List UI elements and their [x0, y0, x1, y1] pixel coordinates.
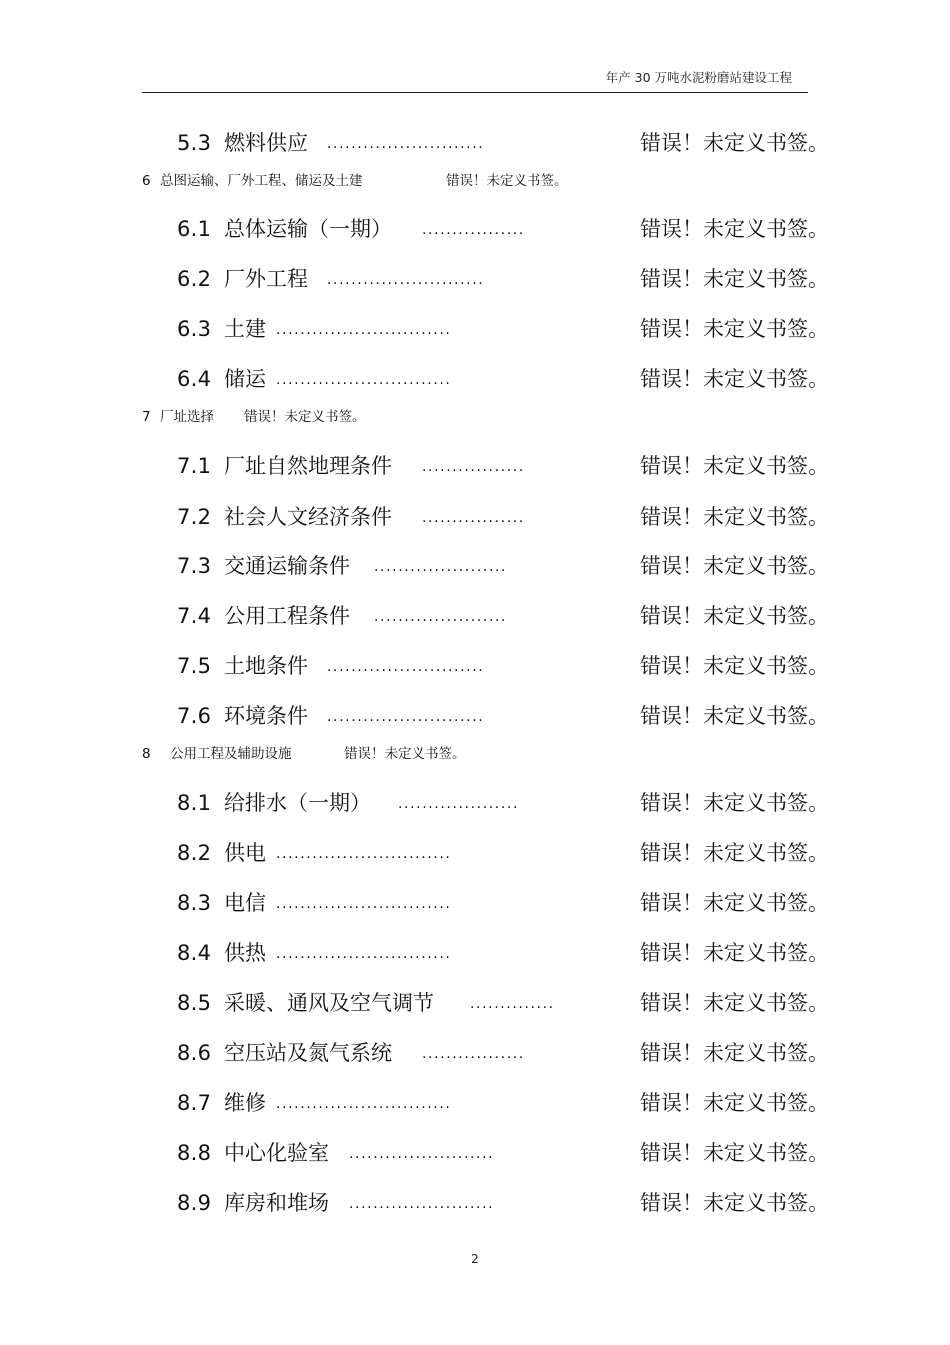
toc-entry-number: 8.3 [177, 891, 212, 915]
toc-entry-number: 8 [142, 746, 151, 762]
toc-entry-number: 6.4 [177, 367, 212, 391]
toc-entry-page-ref: 错误！未定义书签。 [640, 654, 829, 678]
toc-entry-number: 8.8 [177, 1141, 212, 1165]
toc-entry-6-2[interactable] [0, 264, 950, 294]
toc-entry-8-8[interactable] [0, 1138, 950, 1168]
toc-entry-number: 8.7 [177, 1091, 212, 1115]
toc-dot-leader: ............................. [276, 322, 452, 338]
toc-entry-number: 8.4 [177, 941, 212, 965]
toc-entry-title: 厂外工程 [224, 267, 308, 291]
toc-entry-8-5[interactable] [0, 988, 950, 1018]
toc-entry-number: 7 [142, 409, 151, 425]
toc-entry-8-6[interactable] [0, 1038, 950, 1068]
toc-entry-title: 给排水（一期） [224, 791, 371, 815]
toc-dot-leader: ................. [422, 459, 525, 475]
toc-entry-page-ref: 错误！未定义书签。 [640, 991, 829, 1015]
toc-entry-page-ref: 错误！未定义书签。 [640, 841, 829, 865]
toc-dot-leader: ............................. [276, 896, 452, 912]
toc-entry-page-ref: 错误！未定义书签。 [640, 454, 829, 478]
toc-entry-number: 8.2 [177, 841, 212, 865]
toc-dot-leader: .............. [470, 996, 555, 1012]
toc-entry-title: 总体运输（一期） [224, 217, 392, 241]
toc-dot-leader: .......................... [327, 709, 485, 725]
toc-entry-number: 8.9 [177, 1191, 212, 1215]
toc-entry-page-ref: 错误！未定义书签。 [640, 505, 829, 529]
page-header-title: 年产 30 万吨水泥粉磨站建设工程 [605, 70, 792, 85]
toc-dot-leader: ............................. [276, 946, 452, 962]
toc-entry-number: 7.5 [177, 654, 212, 678]
toc-entry-page-ref: 错误！未定义书签。 [640, 367, 829, 391]
toc-entry-page-ref: 错误！未定义书签。 [640, 1041, 829, 1065]
toc-dot-leader: ........................ [349, 1196, 495, 1212]
toc-entry-page-ref: 错误！未定义书签。 [640, 217, 829, 241]
toc-entry-7-4[interactable] [0, 601, 950, 631]
toc-entry-8-1[interactable] [0, 788, 950, 818]
toc-entry-title: 空压站及氮气系统 [224, 1041, 392, 1065]
toc-entry-number: 5.3 [177, 131, 212, 155]
toc-entry-title: 土地条件 [224, 654, 308, 678]
toc-entry-page-ref: 错误！未定义书签。 [640, 791, 829, 815]
toc-entry-number: 6 [142, 173, 151, 189]
toc-entry-page-ref: 错误！未定义书签。 [640, 317, 829, 341]
toc-dot-leader: .......................... [327, 136, 485, 152]
toc-dot-leader: ............................. [276, 372, 452, 388]
toc-entry-title: 公用工程条件 [224, 604, 350, 628]
toc-entry-7-1[interactable] [0, 451, 950, 481]
toc-entry-8-4[interactable] [0, 938, 950, 968]
toc-entry-title: 库房和堆场 [224, 1191, 329, 1215]
toc-entry-number: 7.2 [177, 505, 212, 529]
toc-entry-number: 8.5 [177, 991, 212, 1015]
toc-entry-7-2[interactable] [0, 502, 950, 532]
toc-dot-leader: ............................. [276, 846, 452, 862]
toc-entry-number: 6.2 [177, 267, 212, 291]
toc-entry-title: 环境条件 [224, 704, 308, 728]
toc-entry-6-4[interactable] [0, 364, 950, 394]
toc-entry-number: 6.1 [177, 217, 212, 241]
toc-entry-8-9[interactable] [0, 1188, 950, 1218]
toc-entry-number: 6.3 [177, 317, 212, 341]
toc-entry-number: 8.6 [177, 1041, 212, 1065]
toc-entry-7[interactable] [0, 408, 950, 426]
toc-entry-page-ref: 错误！未定义书签。 [640, 604, 829, 628]
toc-dot-leader: ...................... [374, 609, 508, 625]
toc-entry-6-3[interactable] [0, 314, 950, 344]
toc-entry-title: 厂址自然地理条件 [224, 454, 392, 478]
toc-dot-leader: .......................... [327, 659, 485, 675]
toc-entry-title: 储运 [224, 367, 266, 391]
toc-entry-title: 厂址选择 [160, 409, 214, 425]
toc-entry-page-ref: 错误！未定义书签。 [244, 409, 366, 425]
toc-entry-page-ref: 错误！未定义书签。 [640, 1141, 829, 1165]
toc-entry-7-3[interactable] [0, 551, 950, 581]
toc-entry-number: 7.4 [177, 604, 212, 628]
toc-entry-page-ref: 错误！未定义书签。 [640, 1091, 829, 1115]
toc-entry-page-ref: 错误！未定义书签。 [640, 131, 829, 155]
toc-entry-page-ref: 错误！未定义书签。 [344, 746, 466, 762]
toc-entry-title: 总图运输、厂外工程、储运及土建 [160, 173, 363, 189]
toc-entry-8-3[interactable] [0, 888, 950, 918]
toc-dot-leader: ................. [422, 222, 525, 238]
toc-entry-8-2[interactable] [0, 838, 950, 868]
toc-entry-page-ref: 错误！未定义书签。 [640, 1191, 829, 1215]
toc-dot-leader: ........................ [349, 1146, 495, 1162]
toc-entry-title: 中心化验室 [224, 1141, 329, 1165]
toc-entry-6[interactable] [0, 172, 950, 190]
toc-entry-page-ref: 错误！未定义书签。 [640, 891, 829, 915]
toc-entry-number: 7.1 [177, 454, 212, 478]
toc-entry-title: 社会人文经济条件 [224, 505, 392, 529]
toc-entry-number: 8.1 [177, 791, 212, 815]
toc-entry-page-ref: 错误！未定义书签。 [640, 941, 829, 965]
toc-entry-6-1[interactable] [0, 214, 950, 244]
toc-dot-leader: ................. [422, 1046, 525, 1062]
toc-entry-title: 电信 [224, 891, 266, 915]
toc-entry-number: 7.3 [177, 554, 212, 578]
toc-entry-page-ref: 错误！未定义书签。 [446, 173, 568, 189]
toc-entry-title: 交通运输条件 [224, 554, 350, 578]
toc-dot-leader: ...................... [374, 559, 508, 575]
toc-entry-title: 土建 [224, 317, 266, 341]
toc-entry-page-ref: 错误！未定义书签。 [640, 554, 829, 578]
toc-entry-title: 维修 [224, 1091, 266, 1115]
toc-entry-title: 采暖、通风及空气调节 [224, 991, 434, 1015]
toc-entry-title: 公用工程及辅助设施 [170, 746, 292, 762]
toc-dot-leader: .................... [398, 796, 520, 812]
toc-entry-5-3[interactable] [0, 128, 950, 158]
toc-dot-leader: .......................... [327, 272, 485, 288]
toc-entry-8[interactable] [0, 745, 950, 763]
toc-dot-leader: ............................. [276, 1096, 452, 1112]
toc-dot-leader: ................. [422, 510, 525, 526]
toc-entry-page-ref: 错误！未定义书签。 [640, 704, 829, 728]
page-number: 2 [471, 1252, 479, 1266]
toc-entry-7-6[interactable] [0, 701, 950, 731]
toc-entry-number: 7.6 [177, 704, 212, 728]
toc-entry-title: 供电 [224, 841, 266, 865]
toc-entry-title: 燃料供应 [224, 131, 308, 155]
toc-entry-8-7[interactable] [0, 1088, 950, 1118]
toc-entry-title: 供热 [224, 941, 266, 965]
toc-entry-7-5[interactable] [0, 651, 950, 681]
toc-entry-page-ref: 错误！未定义书签。 [640, 267, 829, 291]
